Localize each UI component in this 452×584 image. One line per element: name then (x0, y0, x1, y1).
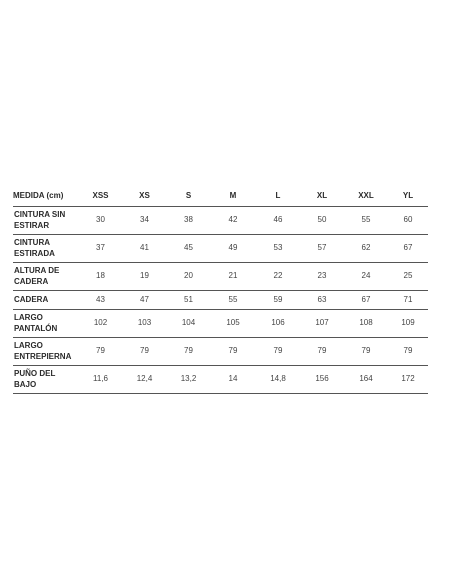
size-header-yl: YL (388, 187, 428, 207)
table-cell: 43 (79, 291, 122, 310)
table-cell: 55 (210, 291, 256, 310)
table-cell: 38 (167, 207, 210, 235)
table-cell: 53 (256, 235, 300, 263)
table-cell: 30 (79, 207, 122, 235)
row-label: CINTURA SIN ESTIRAR (13, 207, 79, 235)
table-cell: 106 (256, 310, 300, 338)
table-cell: 79 (167, 338, 210, 366)
table-cell: 79 (122, 338, 167, 366)
table-cell: 79 (388, 338, 428, 366)
table-cell: 59 (256, 291, 300, 310)
size-chart-table (13, 187, 428, 394)
table-cell: 55 (344, 207, 388, 235)
table-cell: 34 (122, 207, 167, 235)
table-cell: 49 (210, 235, 256, 263)
table-cell: 108 (344, 310, 388, 338)
table-cell: 79 (300, 338, 344, 366)
table-cell: 57 (300, 235, 344, 263)
row-label: CADERA (13, 291, 79, 310)
row-label: PUÑO DEL BAJO (13, 366, 79, 394)
table-cell: 67 (388, 235, 428, 263)
table-cell: 51 (167, 291, 210, 310)
table-cell: 11,6 (79, 366, 122, 394)
table-cell: 23 (300, 263, 344, 291)
table-cell: 37 (79, 235, 122, 263)
table-cell: 14 (210, 366, 256, 394)
measure-column-header: MEDIDA (cm) (13, 187, 79, 207)
table-cell: 60 (388, 207, 428, 235)
table-cell: 46 (256, 207, 300, 235)
row-label: LARGO ENTREPIERNA (13, 338, 79, 366)
table-cell: 25 (388, 263, 428, 291)
row-label: CINTURA ESTIRADA (13, 235, 79, 263)
table-cell: 156 (300, 366, 344, 394)
table-cell: 18 (79, 263, 122, 291)
table-row-altura-de-cadera (13, 263, 428, 291)
table-cell: 14,8 (256, 366, 300, 394)
row-label: LARGO PANTALÓN (13, 310, 79, 338)
table-cell: 12,4 (122, 366, 167, 394)
table-cell: 172 (388, 366, 428, 394)
table-cell: 109 (388, 310, 428, 338)
row-label: ALTURA DE CADERA (13, 263, 79, 291)
table-row-largo-entrepierna (13, 338, 428, 366)
size-header-xxl: XXL (344, 187, 388, 207)
table-cell: 62 (344, 235, 388, 263)
table-cell: 104 (167, 310, 210, 338)
table-cell: 22 (256, 263, 300, 291)
table-cell: 42 (210, 207, 256, 235)
table-cell: 79 (79, 338, 122, 366)
table-row-cadera (13, 291, 428, 310)
table-cell: 63 (300, 291, 344, 310)
table-cell: 105 (210, 310, 256, 338)
header-row (13, 187, 428, 207)
size-header-xl: XL (300, 187, 344, 207)
table-cell: 21 (210, 263, 256, 291)
table-cell: 79 (256, 338, 300, 366)
size-header-xs: XS (122, 187, 167, 207)
size-header-s: S (167, 187, 210, 207)
table-cell: 24 (344, 263, 388, 291)
size-header-l: L (256, 187, 300, 207)
table-cell: 13,2 (167, 366, 210, 394)
table-cell: 79 (344, 338, 388, 366)
table-cell: 20 (167, 263, 210, 291)
table-row-puno-del-bajo (13, 366, 428, 394)
table-cell: 47 (122, 291, 167, 310)
table-cell: 50 (300, 207, 344, 235)
table-row-cintura-sin-estirar (13, 207, 428, 235)
size-header-xss: XSS (79, 187, 122, 207)
table-cell: 45 (167, 235, 210, 263)
table-cell: 67 (344, 291, 388, 310)
table-cell: 164 (344, 366, 388, 394)
table-cell: 19 (122, 263, 167, 291)
table-cell: 103 (122, 310, 167, 338)
table-cell: 79 (210, 338, 256, 366)
table-cell: 41 (122, 235, 167, 263)
table-cell: 107 (300, 310, 344, 338)
table-cell: 71 (388, 291, 428, 310)
size-header-m: M (210, 187, 256, 207)
table-row-cintura-estirada (13, 235, 428, 263)
table-cell: 102 (79, 310, 122, 338)
table-row-largo-pantalon (13, 310, 428, 338)
